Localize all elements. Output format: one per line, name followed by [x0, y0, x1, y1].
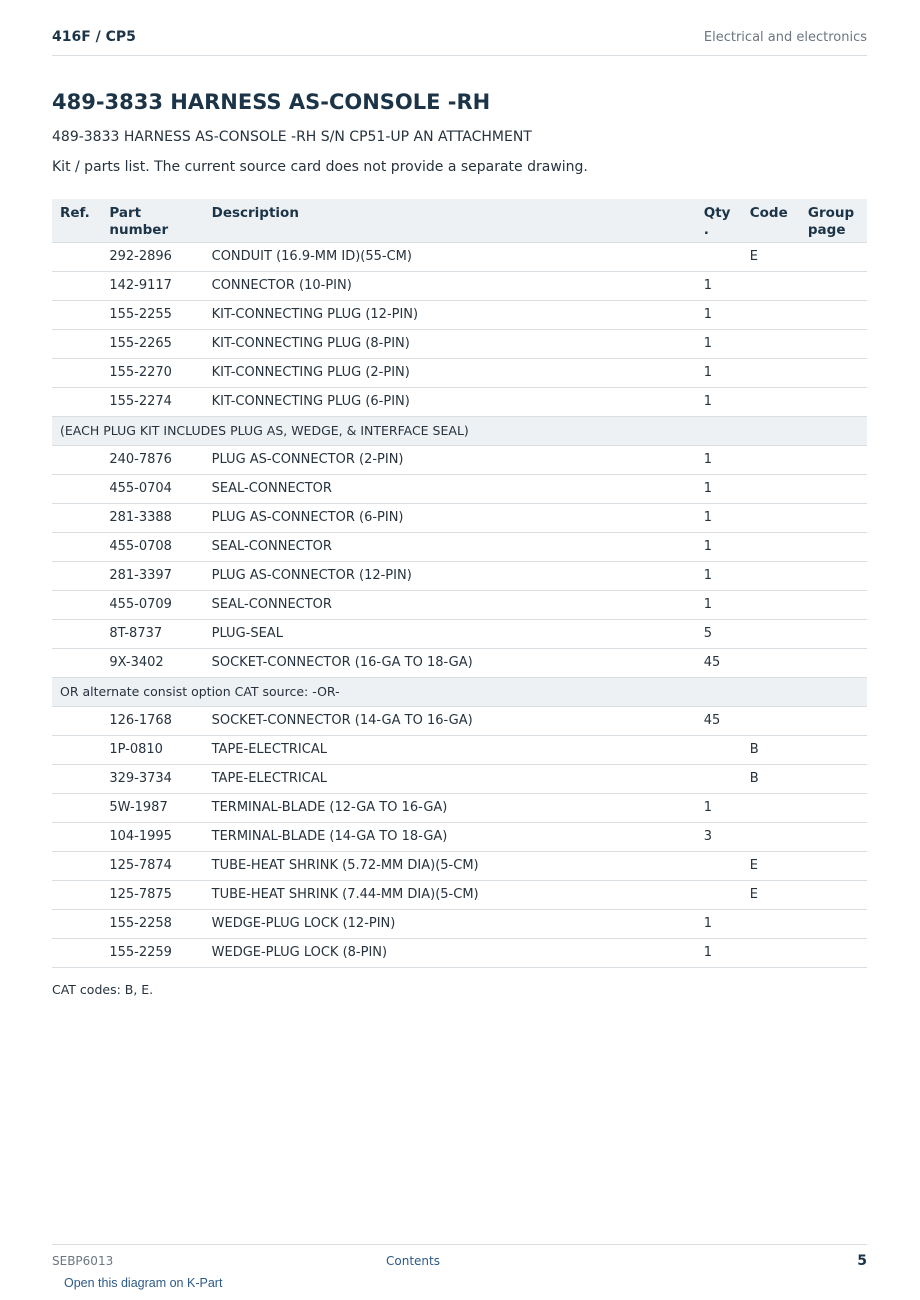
cell-description: SOCKET-CONNECTOR (16-GA TO 18-GA)	[204, 648, 696, 677]
table-row	[52, 909, 867, 938]
cell-group-page	[800, 735, 867, 764]
cell-qty: 1	[696, 300, 742, 329]
cell-ref	[52, 503, 101, 532]
cell-ref	[52, 590, 101, 619]
cell-ref	[52, 706, 101, 735]
cell-description: TAPE-ELECTRICAL	[204, 735, 696, 764]
page-number: 5	[857, 1253, 867, 1269]
cell-qty: 1	[696, 271, 742, 300]
cell-code	[742, 619, 800, 648]
cell-group-page	[800, 474, 867, 503]
cell-part-number: 155-2255	[101, 300, 203, 329]
header-group-page: Group page	[800, 199, 867, 242]
cell-part-number: 455-0709	[101, 590, 203, 619]
cell-ref	[52, 358, 101, 387]
cell-code	[742, 706, 800, 735]
cell-part-number: 281-3397	[101, 561, 203, 590]
cell-description: TERMINAL-BLADE (12-GA TO 16-GA)	[204, 793, 696, 822]
cell-description: PLUG-SEAL	[204, 619, 696, 648]
cell-group-page	[800, 793, 867, 822]
cell-code	[742, 271, 800, 300]
page-note: Kit / parts list. The current source card does not provide a separate drawing.	[52, 159, 588, 175]
cell-description: PLUG AS-CONNECTOR (6-PIN)	[204, 503, 696, 532]
cell-qty: 1	[696, 387, 742, 416]
table-row	[52, 793, 867, 822]
table-row	[52, 851, 867, 880]
cell-group-page	[800, 358, 867, 387]
header-qty: Qty .	[696, 199, 742, 242]
note-text: OR alternate consist option CAT source: -OR-	[52, 677, 867, 706]
cell-ref	[52, 880, 101, 909]
cell-description: SOCKET-CONNECTOR (14-GA TO 16-GA)	[204, 706, 696, 735]
table-row	[52, 445, 867, 474]
cell-part-number: 125-7875	[101, 880, 203, 909]
header-code: Code	[742, 199, 800, 242]
cell-part-number: 1P-0810	[101, 735, 203, 764]
cell-group-page	[800, 532, 867, 561]
table-row	[52, 242, 867, 271]
parts-table-body	[52, 242, 867, 967]
cell-qty	[696, 735, 742, 764]
cell-code	[742, 387, 800, 416]
cell-part-number: 240-7876	[101, 445, 203, 474]
cell-part-number: 155-2258	[101, 909, 203, 938]
cat-codes-note: CAT codes: B, E.	[52, 982, 154, 997]
table-row	[52, 474, 867, 503]
table-row	[52, 822, 867, 851]
cell-description: CONDUIT (16.9-MM ID)(55-CM)	[204, 242, 696, 271]
table-row	[52, 329, 867, 358]
page-header	[52, 28, 867, 56]
cell-part-number: 104-1995	[101, 822, 203, 851]
cell-description: TERMINAL-BLADE (14-GA TO 18-GA)	[204, 822, 696, 851]
table-row	[52, 358, 867, 387]
cell-ref	[52, 735, 101, 764]
cell-code	[742, 938, 800, 967]
table-row	[52, 764, 867, 793]
cell-ref	[52, 532, 101, 561]
model-label: 416F / CP5	[52, 29, 136, 45]
cell-code	[742, 329, 800, 358]
parts-table	[52, 199, 867, 968]
cell-code	[742, 532, 800, 561]
cell-code: E	[742, 880, 800, 909]
cell-qty: 45	[696, 648, 742, 677]
cell-ref	[52, 300, 101, 329]
header-part-number: Part number	[101, 199, 203, 242]
cell-group-page	[800, 619, 867, 648]
cell-part-number: 155-2274	[101, 387, 203, 416]
cell-ref	[52, 445, 101, 474]
table-row	[52, 619, 867, 648]
cell-qty	[696, 880, 742, 909]
cell-group-page	[800, 648, 867, 677]
cell-description: PLUG AS-CONNECTOR (12-PIN)	[204, 561, 696, 590]
cell-description: SEAL-CONNECTOR	[204, 474, 696, 503]
cell-part-number: 455-0708	[101, 532, 203, 561]
cell-ref	[52, 271, 101, 300]
cell-code: B	[742, 735, 800, 764]
cell-group-page	[800, 387, 867, 416]
cell-part-number: 155-2270	[101, 358, 203, 387]
cell-code	[742, 474, 800, 503]
header-ref: Ref.	[52, 199, 101, 242]
table-row	[52, 590, 867, 619]
cell-part-number: 292-2896	[101, 242, 203, 271]
cell-part-number: 455-0704	[101, 474, 203, 503]
cell-code: B	[742, 764, 800, 793]
cell-code	[742, 648, 800, 677]
cell-description: SEAL-CONNECTOR	[204, 590, 696, 619]
cell-part-number: 126-1768	[101, 706, 203, 735]
cell-qty: 1	[696, 329, 742, 358]
cell-qty: 5	[696, 619, 742, 648]
cell-code	[742, 822, 800, 851]
cell-ref	[52, 242, 101, 271]
cell-code	[742, 358, 800, 387]
cell-code	[742, 793, 800, 822]
table-row	[52, 706, 867, 735]
cell-qty	[696, 851, 742, 880]
cell-ref	[52, 387, 101, 416]
cell-part-number: 281-3388	[101, 503, 203, 532]
cell-group-page	[800, 329, 867, 358]
cell-code	[742, 909, 800, 938]
cell-group-page	[800, 851, 867, 880]
cell-part-number: 5W-1987	[101, 793, 203, 822]
table-note-row	[52, 416, 867, 445]
cell-code	[742, 561, 800, 590]
cell-ref	[52, 822, 101, 851]
cell-qty: 1	[696, 938, 742, 967]
category-label: Electrical and electronics	[703, 30, 867, 45]
cell-ref	[52, 793, 101, 822]
cell-qty: 1	[696, 503, 742, 532]
cell-group-page	[800, 561, 867, 590]
cell-qty: 1	[696, 474, 742, 503]
page-subtitle: 489-3833 HARNESS AS-CONSOLE -RH S/N CP51-UP AN ATTACHMENT	[52, 129, 532, 145]
cell-qty: 1	[696, 561, 742, 590]
table-row	[52, 532, 867, 561]
cell-group-page	[800, 300, 867, 329]
table-row	[52, 561, 867, 590]
cell-group-page	[800, 590, 867, 619]
cell-group-page	[800, 271, 867, 300]
cell-ref	[52, 329, 101, 358]
cell-ref	[52, 909, 101, 938]
cell-qty: 1	[696, 445, 742, 474]
table-row	[52, 648, 867, 677]
cell-part-number: 125-7874	[101, 851, 203, 880]
header-description: Description	[204, 199, 696, 242]
cell-group-page	[800, 706, 867, 735]
cell-code	[742, 590, 800, 619]
table-row	[52, 387, 867, 416]
cell-ref	[52, 561, 101, 590]
table-header-row	[52, 199, 867, 242]
cell-qty: 45	[696, 706, 742, 735]
cell-description: SEAL-CONNECTOR	[204, 532, 696, 561]
cell-group-page	[800, 242, 867, 271]
cell-ref	[52, 648, 101, 677]
cell-description: KIT-CONNECTING PLUG (2-PIN)	[204, 358, 696, 387]
cell-group-page	[800, 764, 867, 793]
page-footer	[52, 1244, 867, 1275]
cell-description: KIT-CONNECTING PLUG (6-PIN)	[204, 387, 696, 416]
cell-group-page	[800, 822, 867, 851]
cell-description: WEDGE-PLUG LOCK (8-PIN)	[204, 938, 696, 967]
table-row	[52, 271, 867, 300]
cell-ref	[52, 474, 101, 503]
cell-ref	[52, 619, 101, 648]
table-row	[52, 300, 867, 329]
document-id: SEBP6013	[52, 1254, 114, 1268]
cell-ref	[52, 938, 101, 967]
cell-group-page	[800, 880, 867, 909]
cell-description: KIT-CONNECTING PLUG (8-PIN)	[204, 329, 696, 358]
cell-description: TAPE-ELECTRICAL	[204, 764, 696, 793]
cell-group-page	[800, 503, 867, 532]
contents-link[interactable]: Contents	[386, 1254, 440, 1268]
table-row	[52, 880, 867, 909]
cell-description: CONNECTOR (10-PIN)	[204, 271, 696, 300]
cell-part-number: 329-3734	[101, 764, 203, 793]
cell-qty: 1	[696, 909, 742, 938]
cell-description: WEDGE-PLUG LOCK (12-PIN)	[204, 909, 696, 938]
cell-qty	[696, 242, 742, 271]
cell-part-number: 155-2265	[101, 329, 203, 358]
cell-group-page	[800, 445, 867, 474]
cell-code: E	[742, 851, 800, 880]
cell-code	[742, 300, 800, 329]
cell-qty: 1	[696, 532, 742, 561]
cell-ref	[52, 764, 101, 793]
cell-ref	[52, 851, 101, 880]
cell-qty: 1	[696, 358, 742, 387]
open-kpart-link[interactable]: Open this diagram on K-Part	[64, 1276, 223, 1290]
page-title: 489-3833 HARNESS AS-CONSOLE -RH	[52, 90, 491, 114]
cell-group-page	[800, 938, 867, 967]
cell-part-number: 155-2259	[101, 938, 203, 967]
cell-description: TUBE-HEAT SHRINK (5.72-MM DIA)(5-CM)	[204, 851, 696, 880]
cell-code: E	[742, 242, 800, 271]
cell-part-number: 9X-3402	[101, 648, 203, 677]
cell-description: TUBE-HEAT SHRINK (7.44-MM DIA)(5-CM)	[204, 880, 696, 909]
table-row	[52, 503, 867, 532]
cell-qty: 1	[696, 793, 742, 822]
note-text: (EACH PLUG KIT INCLUDES PLUG AS, WEDGE, & INTERFACE SEAL)	[52, 416, 867, 445]
cell-code	[742, 445, 800, 474]
cell-qty: 1	[696, 590, 742, 619]
cell-qty	[696, 764, 742, 793]
table-note-row	[52, 677, 867, 706]
cell-part-number: 142-9117	[101, 271, 203, 300]
cell-code	[742, 503, 800, 532]
cell-group-page	[800, 909, 867, 938]
cell-qty: 3	[696, 822, 742, 851]
cell-description: PLUG AS-CONNECTOR (2-PIN)	[204, 445, 696, 474]
cell-part-number: 8T-8737	[101, 619, 203, 648]
table-row	[52, 938, 867, 967]
cell-description: KIT-CONNECTING PLUG (12-PIN)	[204, 300, 696, 329]
table-row	[52, 735, 867, 764]
